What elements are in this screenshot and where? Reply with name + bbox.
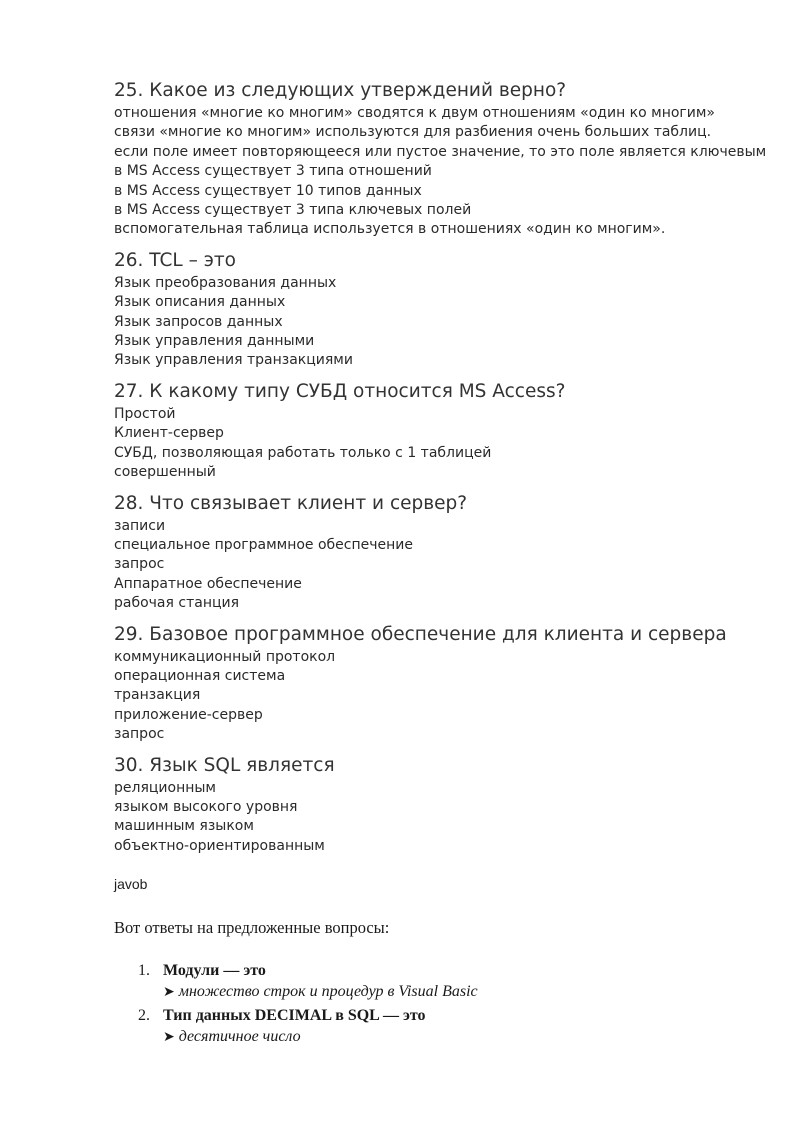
option-item: если поле имеет повторяющееся или пустое значение, то это поле является ключевым (114, 143, 767, 160)
option-list (114, 104, 774, 240)
question-block (114, 248, 774, 371)
answer-text (163, 981, 774, 1003)
option-item: Язык описания данных (114, 294, 286, 311)
option-item: языком высокого уровня (114, 798, 298, 815)
answers-intro: Вот ответы на предложенные вопросы: (114, 918, 390, 938)
question-title: 25. Какое из следующих утверждений верно? (114, 80, 567, 101)
question-block (114, 379, 774, 483)
answer-text (163, 1026, 774, 1048)
option-item: Язык запросов данных (114, 313, 283, 330)
arrow-icon: ➤ (163, 1029, 175, 1046)
option-item: объектно-ориентированным (114, 837, 325, 854)
option-item: в MS Access существует 10 типов данных (114, 182, 422, 199)
question-block (114, 78, 774, 240)
answer-question: Модули — это (163, 962, 266, 980)
question-title: 29. Базовое программное обеспечение для клиента и сервера (114, 623, 727, 645)
question-block (114, 753, 774, 857)
option-item: запрос (114, 726, 165, 743)
option-item: СУБД, позволяющая работать только с 1 таблицей (114, 444, 492, 461)
option-list (114, 779, 774, 857)
answers-section (114, 918, 774, 1048)
option-item: Аппаратное обеспечение (114, 575, 302, 592)
option-item: операционная система (114, 667, 286, 684)
javob-label: javob (114, 876, 148, 893)
document-content (114, 78, 774, 1050)
option-item: рабочая станция (114, 595, 240, 612)
option-list (114, 648, 774, 745)
question-list (114, 78, 774, 856)
option-item: Язык преобразования данных (114, 274, 337, 291)
option-item: реляционным (114, 779, 216, 796)
answer-value: десятичное число (178, 1028, 301, 1046)
option-item: записи (114, 517, 166, 534)
option-item: в MS Access существует 3 типа отношений (114, 163, 432, 180)
answer-value: множество строк и процедур в Visual Basic (178, 983, 478, 1001)
option-item: Язык управления данными (114, 333, 315, 350)
answer-question: Тип данных DECIMAL в SQL — это (163, 1007, 426, 1025)
option-item: Язык управления транзакциями (114, 352, 353, 369)
option-list (114, 274, 774, 371)
option-item: отношения «многие ко многим» сводятся к двум отношениям «один ко многим» (114, 105, 716, 121)
answer-list (114, 960, 774, 1048)
answer-number: 2. (138, 1007, 150, 1025)
option-item: связи «многие ко многим» используются для разбиения очень больших таблиц. (114, 124, 712, 141)
option-item: машинным языком (114, 818, 254, 835)
option-item: Клиент-сервер (114, 425, 224, 442)
question-title: 28. Что связывает клиент и сервер? (114, 492, 468, 514)
question-block (114, 491, 774, 614)
option-item: совершенный (114, 464, 216, 481)
question-title: 27. К какому типу СУБД относится MS Access? (114, 380, 566, 402)
answer-number: 1. (138, 962, 150, 980)
option-item: транзакция (114, 687, 201, 704)
option-item: вспомогательная таблица используется в отношениях «один ко многим». (114, 221, 666, 238)
option-list (114, 405, 774, 483)
question-title: 26. TCL – это (114, 249, 237, 271)
answer-item (114, 1005, 774, 1048)
option-item: коммуникационный протокол (114, 648, 336, 665)
question-title: 30. Язык SQL является (114, 754, 335, 776)
option-item: Простой (114, 405, 176, 422)
question-block (114, 622, 774, 745)
arrow-icon: ➤ (163, 984, 175, 1001)
option-item: приложение-сервер (114, 706, 263, 723)
option-item: в MS Access существует 3 типа ключевых полей (114, 202, 472, 219)
answer-item (114, 960, 774, 1003)
option-item: специальное программное обеспечение (114, 536, 414, 553)
option-list (114, 517, 774, 614)
option-item: запрос (114, 556, 165, 573)
